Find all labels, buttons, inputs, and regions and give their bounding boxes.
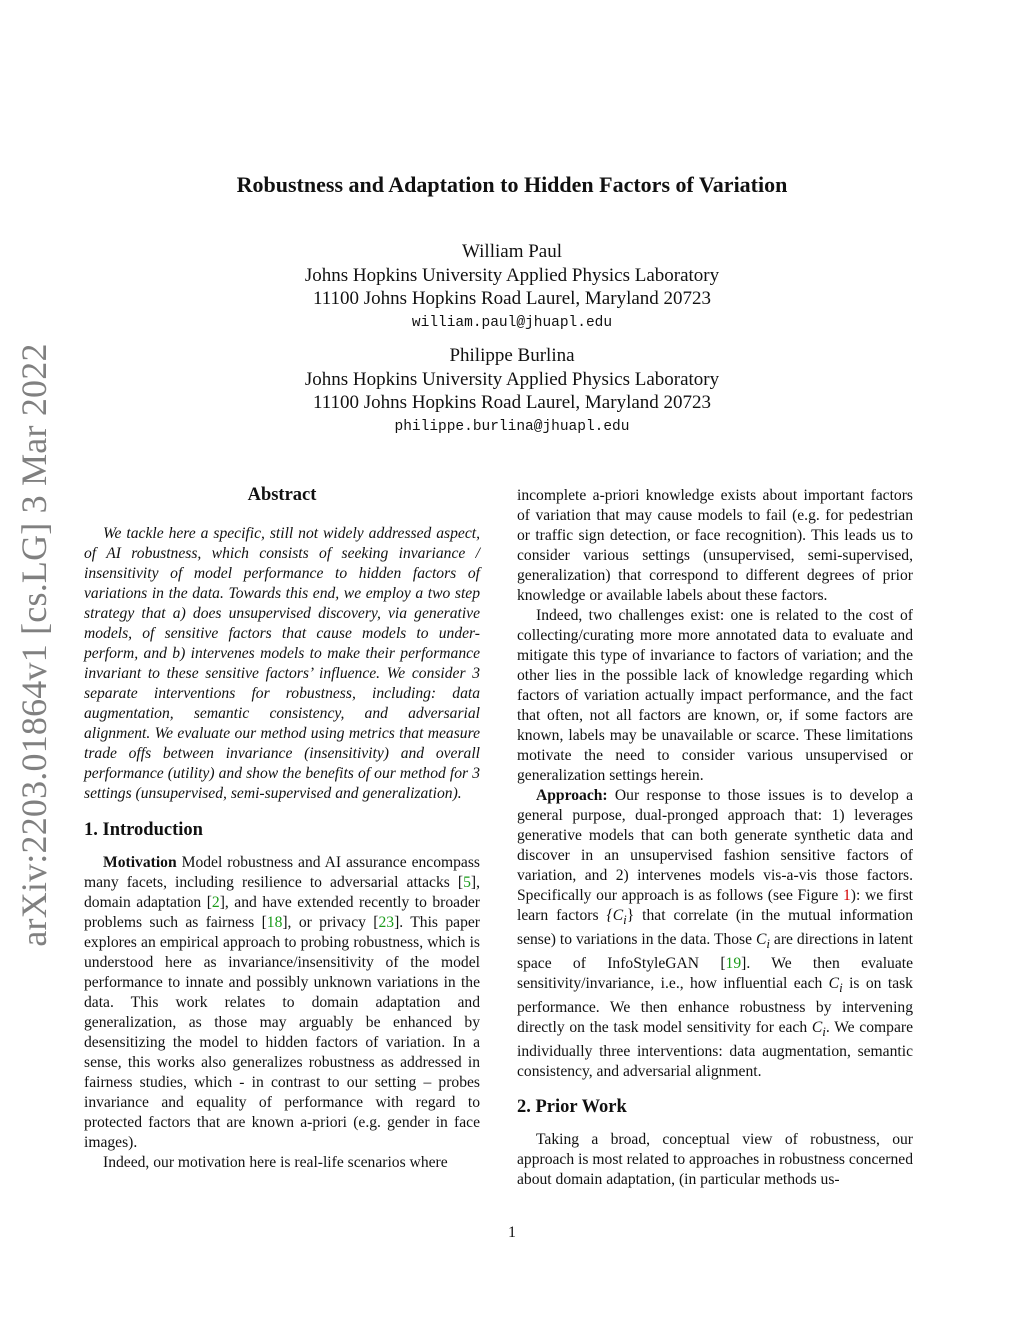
- citation-link[interactable]: 18: [266, 914, 283, 931]
- paper-title: Robustness and Adaptation to Hidden Factors of Variation: [236, 172, 788, 197]
- intro-paragraph-2-start: Indeed, our motivation here is real-life scenarios where: [103, 1154, 448, 1171]
- citation-link[interactable]: 19: [725, 955, 742, 973]
- text-run: ]. We then evaluate sensitivity/invariance, i.e., how influential each: [517, 955, 914, 993]
- arxiv-stamp-text: arXiv:2203.01864v1 [cs.LG] 3 Mar 2022: [14, 343, 54, 947]
- math-text: {C: [606, 907, 624, 924]
- text-run: ], and have extended recently to broader problems such as fairness [: [84, 894, 480, 931]
- text-run: ], or privacy [: [282, 914, 379, 931]
- page-number: 1: [508, 1224, 516, 1241]
- math-ci: C: [755, 931, 767, 949]
- section-heading-prior-work: 2. Prior Work: [517, 1097, 627, 1118]
- abstract-text: We tackle here a specific, still not widely addressed aspect, of AI robustness, which consists of seeking invariance / insensitivity of model performance to hidden factors of variations in the data. Towards this end, we employ a two step strategy that a) does unsupervised discovery, via generative models, of sensitive factors that cause models to under-perform, and b) intervenes models to make their performance invariant to these sensitive factors’ influence. We consider 3 separate interventions for robustness, including: data augmentation, semantic consistency, and adversarial alignment. We evaluate our method using metrics that measure trade offs between invariance (insensitivity) and overall performance (utility) and show the benefits of our method for 3 settings (unsupervised, semi-supervised and generalization).: [84, 525, 480, 802]
- text-run: Our response to those issues is to develop a general purpose, dual-pronged approach that: 1) leverages generative models that can both generate synthetic data and discover in an unsupervised fashion sensitive factors of variation, and 2) intervenes models vis-a-vis those factors. Specifically our approach is as follows (see Figure: [517, 787, 913, 904]
- text-run: is on task performance. We then enhance robustness by intervening directly on the task model sensitivity for each: [517, 975, 913, 1037]
- figure-link[interactable]: 1: [842, 887, 851, 904]
- text-run: Model robustness and AI assurance encompass many facets, including resilience to adversarial attacks [: [84, 854, 480, 891]
- approach-label: Approach:: [536, 787, 608, 804]
- left-column: [84, 485, 480, 1173]
- author-name: William Paul: [461, 241, 563, 262]
- motivation-label: Motivation: [103, 854, 177, 871]
- abstract-heading: Abstract: [247, 485, 317, 505]
- citation-link[interactable]: 5: [463, 874, 471, 891]
- author-address: 11100 Johns Hopkins Road Laurel, Maryland 20723: [312, 288, 712, 309]
- author-email[interactable]: philippe.burlina@jhuapl.edu: [394, 418, 630, 435]
- author-block-1: [0, 240, 1024, 335]
- author-email[interactable]: william.paul@jhuapl.edu: [411, 314, 613, 331]
- math-sub: i: [822, 1024, 826, 1040]
- author-affiliation: Johns Hopkins University Applied Physics Laboratory: [304, 368, 720, 390]
- citation-link[interactable]: 2: [211, 894, 220, 911]
- author-name: Philippe Burlina: [449, 345, 575, 366]
- approach-paragraph: [517, 786, 913, 1082]
- intro-paragraph-1: [84, 853, 480, 1153]
- author-address: 11100 Johns Hopkins Road Laurel, Maryland 20723: [312, 392, 712, 413]
- arxiv-stamp: [14, 343, 54, 947]
- author-block-2: [0, 344, 1024, 439]
- math-sub: i: [623, 912, 627, 928]
- math-sub: i: [839, 980, 843, 996]
- math-ci-set: [606, 907, 635, 928]
- math-sub: i: [766, 936, 770, 952]
- text-run: . We compare individually three interventions: data augmentation, semantic consistency, and adversarial alignment.: [517, 1019, 913, 1081]
- text-run: ): we first learn factors: [517, 887, 913, 924]
- text-run: ]. This paper explores an empirical approach to probing robustness, which is understood here as invariance/insensitivity of the model performance to innate and possibly unknown variations in the data. This work relates to domain adaptation and generalization, as those may arguably be enhanced by desensitizing the model to hidden factors of variation. In a sense, this works also generalizes robustness as addressed in fairness studies, which - in contrast to our setting – probes invariance and equality of performance with regard to protected factors that are known a-priori (e.g. gender in face images).: [84, 914, 480, 1151]
- math-text: }: [626, 907, 635, 924]
- math-ci: C: [811, 1019, 823, 1037]
- citation-link[interactable]: 23: [378, 914, 395, 931]
- intro-paragraph-2-cont: incomplete a-priori knowledge exists about important factors of variation that may cause models to fail (e.g. for pedestrian or traffic sign detection, or face recognition). This leads us to consider various settings (unsupervised, semi-supervised, generalization) that correspond to different degrees of prior knowledge or available labels about these factors.: [517, 487, 913, 604]
- math-ci: C: [828, 975, 840, 993]
- text-run: that correlate (in the mutual information sense) to variations in the data. Those: [517, 907, 914, 949]
- text-run: are directions in latent space of InfoStyleGAN [: [517, 931, 914, 973]
- right-column: [517, 486, 913, 1190]
- text-run: ], domain adaptation [: [84, 874, 480, 911]
- author-affiliation: Johns Hopkins University Applied Physics Laboratory: [304, 264, 720, 286]
- intro-paragraph-3: Indeed, two challenges exist: one is related to the cost of collecting/curating more more annotated data to evaluate and mitigate this type of invariance to factors of variation; and the other lies in the possible lack of knowledge regarding which factors of variation actually impact performance, and the fact that often, not all factors are known, or, if some factors are known, labels may be unavailable or scarce. These limitations motivate the need to consider various unsupervised or generalization settings herein.: [517, 607, 913, 784]
- section-heading-introduction: 1. Introduction: [84, 820, 203, 840]
- prior-work-paragraph: Taking a broad, conceptual view of robustness, our approach is most related to approaches in robustness concerned about domain adaptation, (in particular methods us-: [517, 1131, 913, 1189]
